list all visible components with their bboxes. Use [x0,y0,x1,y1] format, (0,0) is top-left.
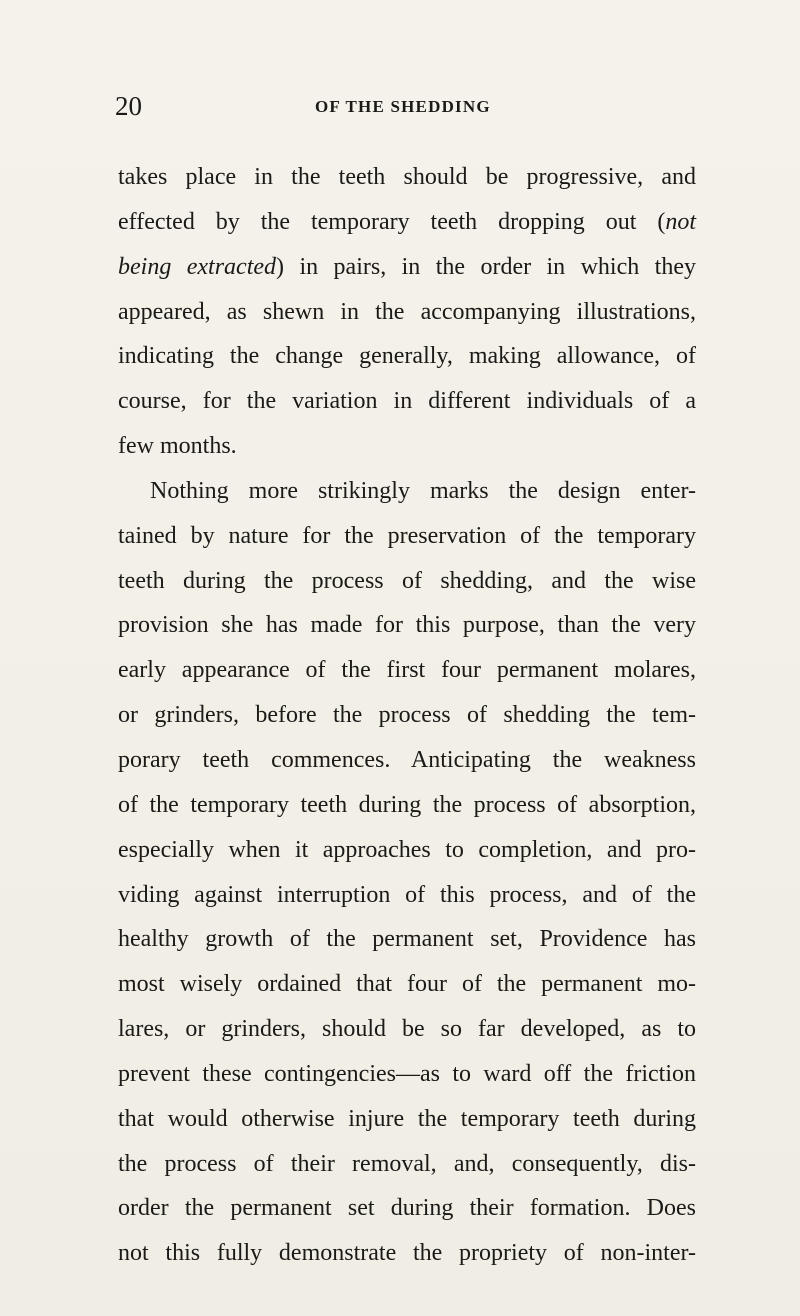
text-line: lares, or grinders, should be so far developed, as to [118,1016,696,1043]
text-line: especially when it approaches to completion, and pro- [118,836,696,863]
page-number: 20 [115,91,142,121]
text-line: order the permanent set during their formation. Does [118,1195,696,1222]
text-line: porary teeth commences. Anticipating the weakness [118,746,696,773]
text-segment: ) in pairs, in the order in which they [276,253,696,280]
text-line: teeth during the process of shedding, and the wise [118,567,696,594]
text-line: provision she has made for this purpose, than the very [118,612,696,639]
text-line: that would otherwise injure the temporary teeth during [118,1105,696,1132]
text-line [118,245,696,290]
text-line: viding against interruption of this process, and of the [118,881,696,908]
page-header [115,88,695,124]
text-line: prevent these contingencies—as to ward off the friction [118,1060,696,1087]
body-text [118,155,696,1276]
text-line: early appearance of the first four permanent molares, [118,657,696,684]
text-line: indicating the change generally, making allowance, of [118,343,696,370]
text-line: healthy growth of the permanent set, Providence has [118,926,696,953]
text-line: few months. [118,433,237,460]
paragraph-start-line: Nothing more strikingly marks the design enter- [150,477,696,504]
italic-text: being extracted [118,253,277,280]
text-line: most wisely ordained that four of the permanent mo- [118,971,696,998]
text-line: of the temporary teeth during the process of absorption, [118,791,696,818]
running-head: OF THE SHEDDING [315,97,491,116]
text-line: takes place in the teeth should be progressive, and [118,164,696,190]
text-line: or grinders, before the process of shedding the tem- [118,702,696,729]
text-line [118,200,696,245]
text-line: the process of their removal, and, consequently, dis- [118,1150,696,1177]
italic-text: not [665,208,696,235]
text-line: tained by nature for the preservation of the temporary [118,522,696,549]
text-segment: effected by the temporary teeth dropping out ( [118,208,666,235]
text-line: course, for the variation in different individuals of a [118,388,696,415]
text-line: appeared, as shewn in the accompanying illustrations, [118,298,696,325]
text-line: not this fully demonstrate the propriety of non-inter- [118,1240,696,1267]
